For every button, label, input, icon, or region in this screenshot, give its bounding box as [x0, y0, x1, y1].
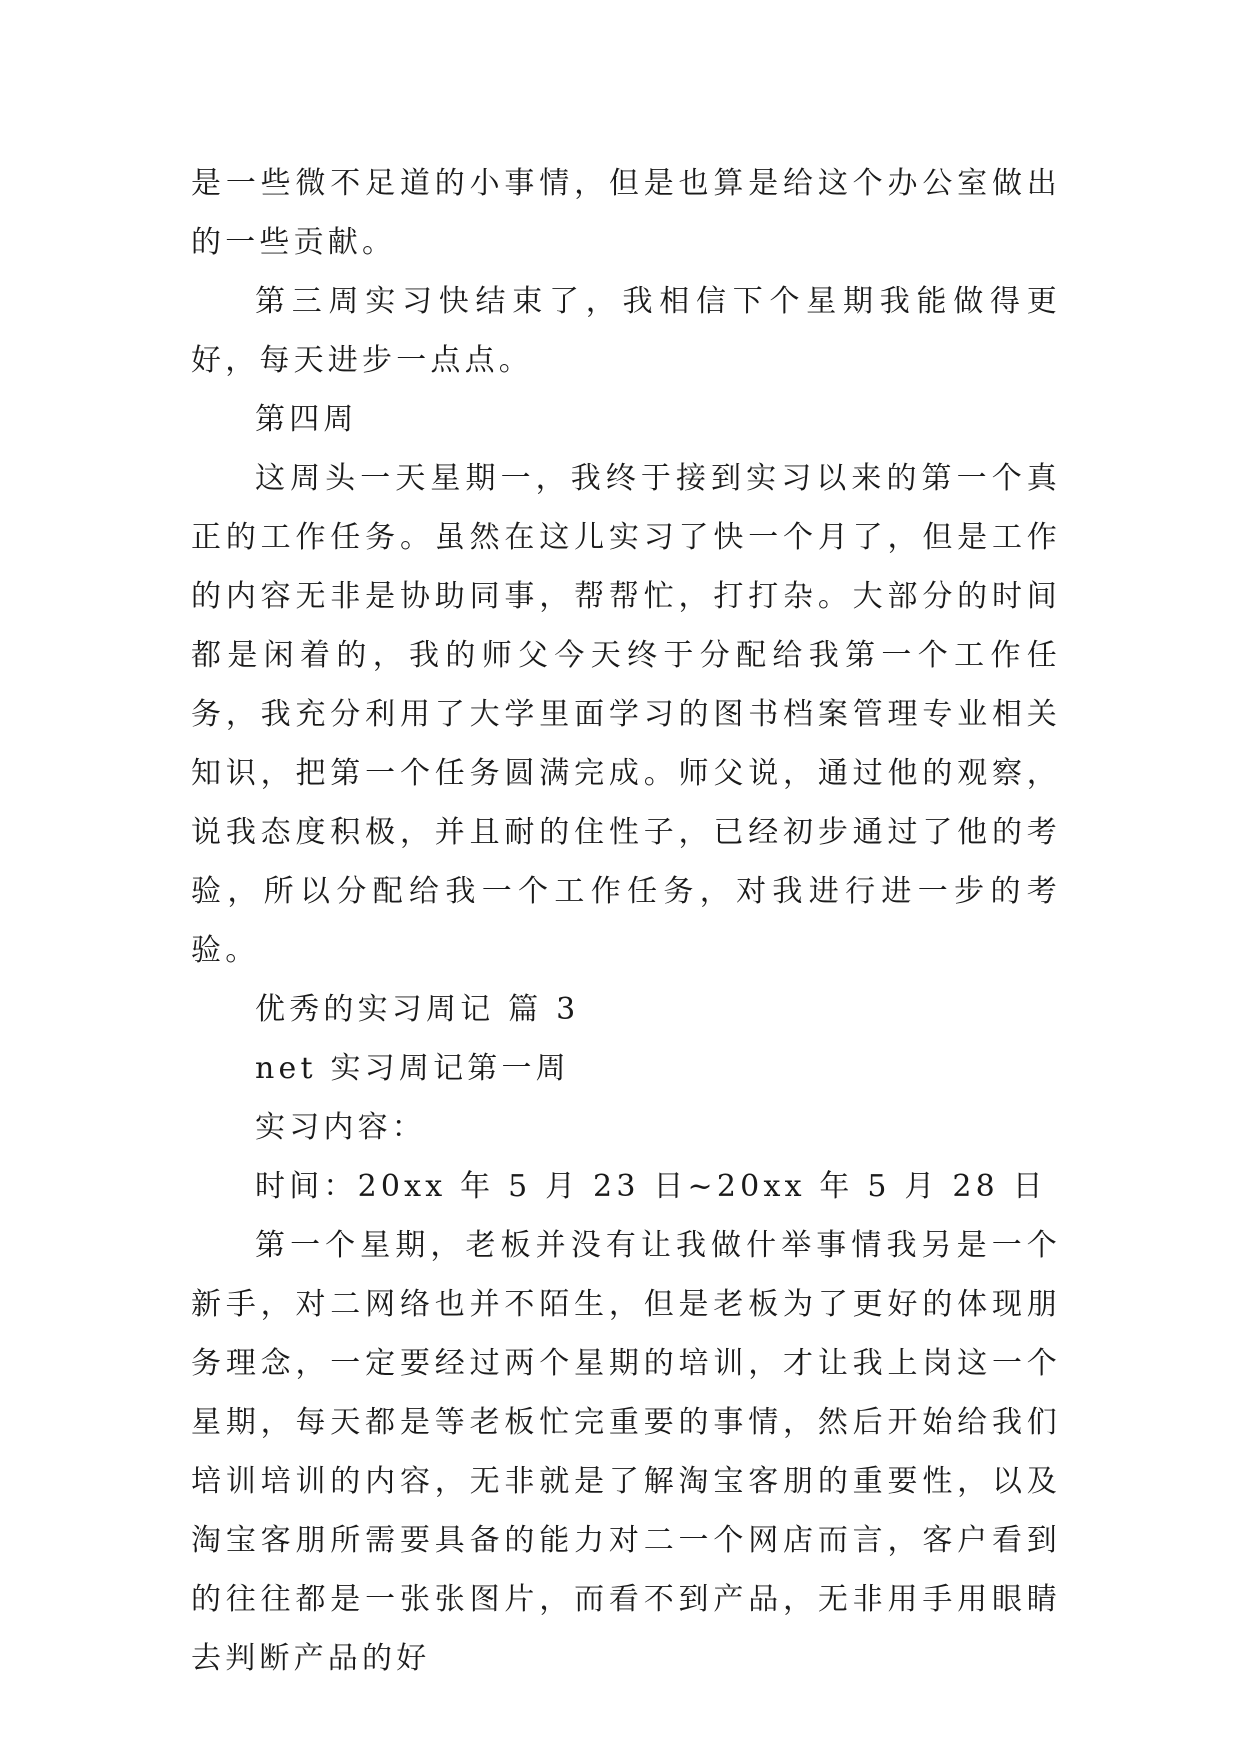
- paragraph: 第三周实习快结束了，我相信下个星期我能做得更好，每天进步一点点。: [191, 284, 1061, 378]
- section-heading: net 实习周记第一周: [255, 1051, 570, 1086]
- section-heading: 第四周: [255, 402, 358, 437]
- paragraph: 第一个星期，老板并没有让我做什举事情我另是一个新手，对二网络也并不陌生，但是老板为了更好的体现朋务理念，一定要经过两个星期的培训，才让我上岗这一个星期，每天都是等老板忙完重要的事情，然后开始给我们培训培训的内容，无非就是了解淘宝客朋的重要性，以及淘宝客朋所需要具备的能力对二一个网店而言，客户看到的往往都是一张张图片，而看不到产品，无非用手用眼睛去判断产品的好: [191, 1228, 1061, 1676]
- paragraph: 这周头一天星期一，我终于接到实习以来的第一个真正的工作任务。虽然在这儿实习了快一个月了，但是工作的内容无非是协助同事，帮帮忙，打打杂。大部分的时间都是闲着的，我的师父今天终于分配给我第一个工作任务，我充分利用了大学里面学习的图书档案管理专业相关知识，把第一个任务圆满完成。师父说，通过他的观察，说我态度积极，并且耐的住性子，已经初步通过了他的考验，所以分配给我一个工作任务，对我进行进一步的考验。: [191, 461, 1061, 968]
- date-line: 时间：20xx 年 5 月 23 日~20xx 年 5 月 28 日: [255, 1169, 1047, 1204]
- document-body: [191, 154, 1061, 1688]
- section-heading: 优秀的实习周记 篇 3: [255, 992, 580, 1027]
- paragraph: 是一些微不足道的小事情，但是也算是给这个办公室做出的一些贡献。: [191, 166, 1061, 260]
- label-line: 实习内容：: [255, 1110, 426, 1145]
